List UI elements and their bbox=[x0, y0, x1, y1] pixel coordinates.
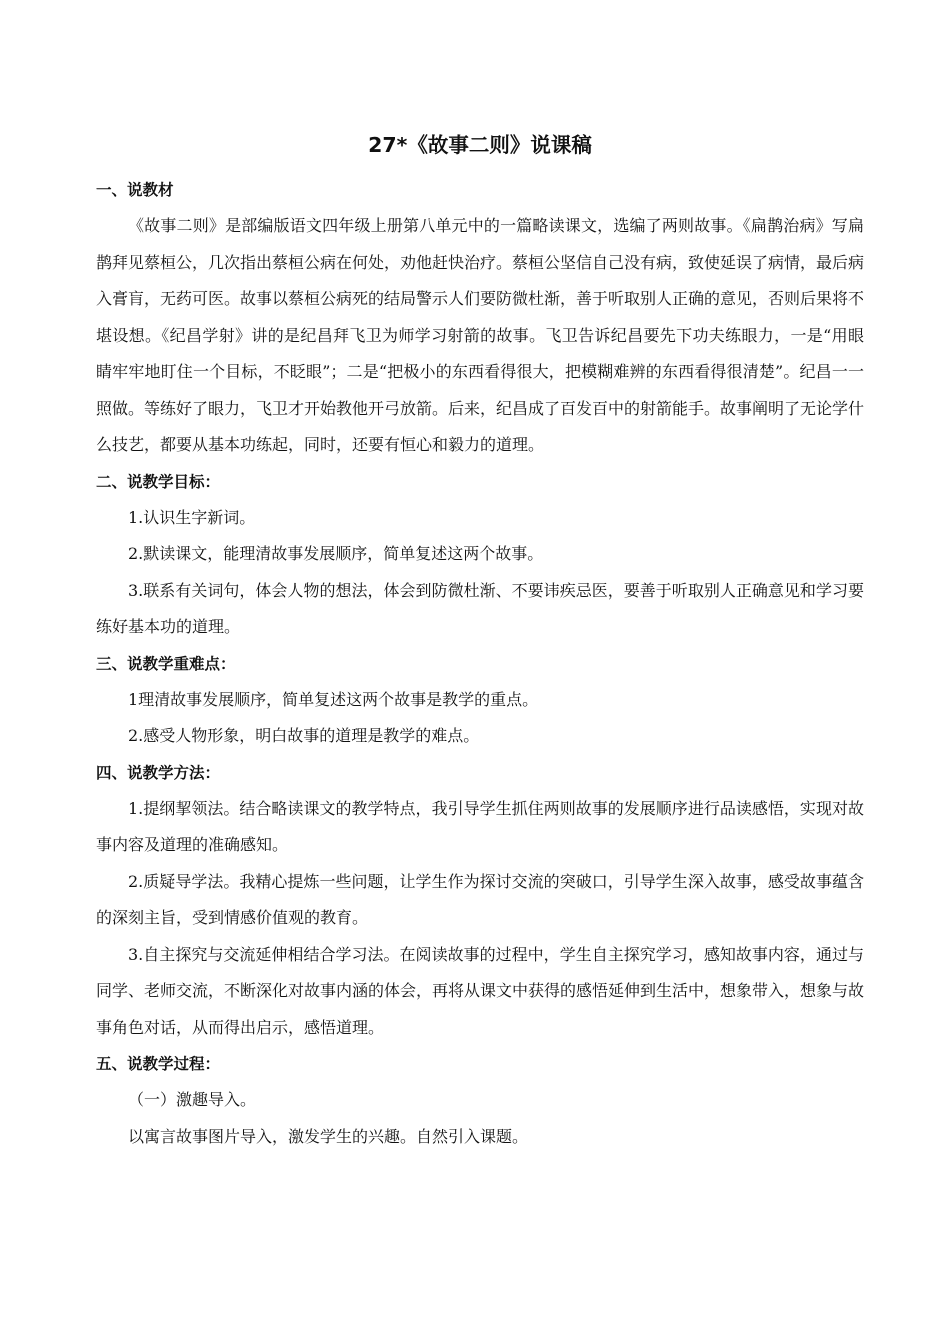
paragraph: 1理清故事发展顺序，简单复述这两个故事是教学的重点。 bbox=[128, 689, 539, 709]
section-heading: 五、说教学过程： bbox=[96, 1055, 221, 1073]
paragraph: 《故事二则》是部编版语文四年级上册第八单元中的一篇略读课文，选编了两则故事。《扁鹊治病》写扁鹊拜见蔡桓公，几次指出蔡桓公病在何处，劝他赶快治疗。蔡桓公坚信自己没有病，致使延误了病情，最后病入膏肓，无药可医。故事以蔡桓公病死的结局警示人们要防微杜渐，善于听取别人正确的意见，否则后果将不堪设想。《纪昌学射》讲的是纪昌拜飞卫为师学习射箭的故事。飞卫告诉纪昌要先下功夫练眼力，一是“用眼睛牢牢地盯住一个目标，不眨眼”；二是“把极小的东西看得很大，把模糊难辨的东西看得很清楚”。纪昌一一照做。等练好了眼力，飞卫才开始教他开弓放箭。后来，纪昌成了百发百中的射箭能手。故事阐明了无论学什么技艺，都要从基本功练起，同时，还要有恒心和毅力的道理。 bbox=[96, 216, 865, 454]
section-textbook bbox=[96, 178, 864, 464]
section-heading: 二、说教学目标： bbox=[96, 472, 221, 491]
paragraph: 2.质疑导学法。我精心提炼一些问题，让学生作为探讨交流的突破口，引导学生深入故事，感受故事蕴含的深刻主旨，受到情感价值观的教育。 bbox=[96, 871, 864, 927]
paragraph: 2.感受人物形象，明白故事的道理是教学的难点。 bbox=[128, 726, 480, 745]
section-methods bbox=[96, 761, 864, 1047]
paragraph: 2.默读课文，能理清故事发展顺序，简单复述这两个故事。 bbox=[128, 544, 544, 563]
document-title: 27*《故事二则》说课稿 bbox=[368, 133, 592, 157]
section-process bbox=[96, 1052, 864, 1155]
section-key-points bbox=[96, 652, 864, 755]
section-heading: 四、说教学方法： bbox=[96, 763, 221, 782]
section-objectives bbox=[96, 470, 864, 646]
paragraph: 1.提纲挈领法。结合略读课文的教学特点，我引导学生抓住两则故事的发展顺序进行品读感悟，实现对故事内容及道理的准确感知。 bbox=[96, 798, 864, 854]
paragraph: （一）激趣导入。 bbox=[128, 1090, 257, 1109]
section-heading: 一、说教材 bbox=[96, 181, 174, 199]
paragraph: 以寓言故事图片导入，激发学生的兴趣。自然引入课题。 bbox=[128, 1126, 529, 1146]
paragraph: 3.联系有关词句，体会人物的想法，体会到防微杜渐、不要讳疾忌医，要善于听取别人正确意见和学习要练好基本功的道理。 bbox=[96, 580, 864, 636]
document-page bbox=[96, 128, 864, 1155]
paragraph: 3.自主探究与交流延伸相结合学习法。在阅读故事的过程中，学生自主探究学习，感知故事内容，通过与同学、老师交流，不断深化对故事内涵的体会，再将从课文中获得的感悟延伸到生活中，想象带入，想象与故事角色对话，从而得出启示，感悟道理。 bbox=[96, 944, 865, 1037]
paragraph: 1.认识生字新词。 bbox=[128, 507, 256, 527]
section-heading: 三、说教学重难点： bbox=[96, 654, 236, 673]
